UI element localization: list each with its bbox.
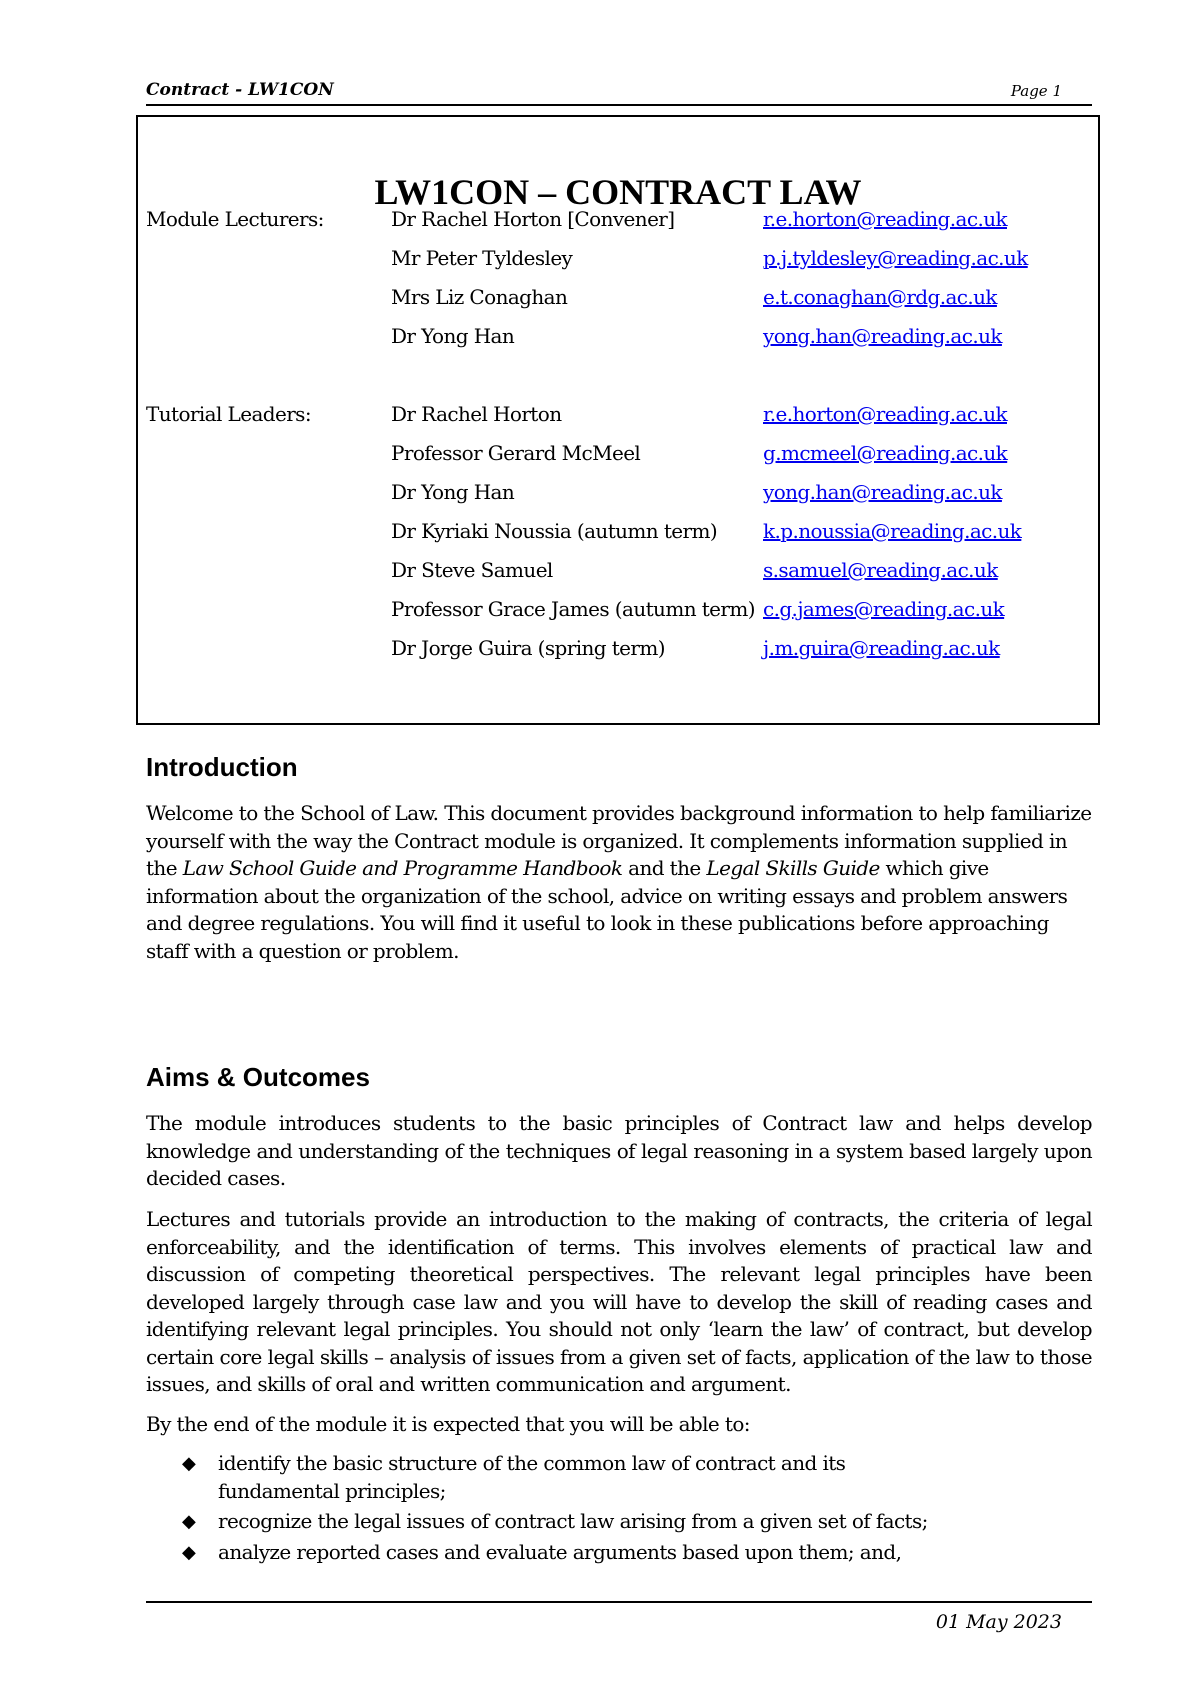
list-item-text: recognize the legal issues of contract law arising from a given set of facts; bbox=[218, 1509, 928, 1533]
aims-paragraph-1: The module introduces students to the basic principles of Contract law and helps develop knowledge and understanding of the techniques of legal reasoning in a system based largely upon decided cases. bbox=[146, 1111, 1092, 1190]
tutor-name: Dr Yong Han bbox=[391, 480, 515, 504]
list-item bbox=[146, 1539, 1092, 1567]
intro-skills-guide-title: Legal Skills Guide bbox=[706, 856, 880, 880]
lecturer-name: Mrs Liz Conaghan bbox=[391, 285, 568, 309]
list-item bbox=[146, 1450, 1092, 1505]
tutor-name: Dr Steve Samuel bbox=[391, 558, 553, 582]
tutor-name: Professor Gerard McMeel bbox=[391, 441, 641, 465]
list-item-text: analyze reported cases and evaluate arguments based upon them; and, bbox=[218, 1539, 902, 1564]
tutor-email-link[interactable]: g.mcmeel@reading.ac.uk bbox=[763, 441, 1008, 465]
outcomes-list bbox=[146, 1450, 1092, 1569]
lecturer-name: Dr Yong Han bbox=[391, 324, 515, 348]
lecturer-email-link[interactable]: yong.han@reading.ac.uk bbox=[763, 324, 1002, 348]
aims-heading: Aims & Outcomes bbox=[146, 1062, 370, 1092]
aims-paragraph-2: Lectures and tutorials provide an introduction to the making of contracts, the criteria of legal enforceability, and the identification of terms. This involves elements of practical law and discussion of competing theoretical perspectives. The relevant legal principles have been developed largely through case law and you will have to develop the skill of reading cases and identifying relevant legal principles. You should not only ‘learn the law’ of contract, but develop certain core legal skills – analysis of issues from a given set of facts, application of the law to those issues, and skills of oral and written communication and argument. bbox=[146, 1207, 1092, 1396]
tutor-email-link[interactable]: s.samuel@reading.ac.uk bbox=[763, 558, 998, 582]
introduction-paragraph bbox=[146, 800, 1092, 965]
footer-date: 01 May 2023 bbox=[935, 1611, 1062, 1633]
header-module-code: Contract - LW1CON bbox=[146, 80, 334, 100]
intro-handbook-title: Law School Guide and Programme Handbook bbox=[182, 856, 623, 880]
diamond-bullet-icon: ◆ bbox=[182, 1511, 196, 1532]
tutor-name: Dr Kyriaki Noussia (autumn term) bbox=[391, 519, 718, 543]
tutor-email-link[interactable]: k.p.noussia@reading.ac.uk bbox=[763, 519, 1022, 543]
aims-paragraph-3: By the end of the module it is expected that you will be able to: bbox=[146, 1412, 750, 1436]
header-page-number: Page 1 bbox=[1010, 82, 1062, 100]
module-lecturers-label: Module Lecturers: bbox=[146, 207, 324, 231]
tutor-name: Dr Rachel Horton bbox=[391, 402, 562, 426]
lecturer-name: Mr Peter Tyldesley bbox=[391, 246, 573, 270]
intro-text: which give information about the organization of the school, advice on writing essays and problem answers and degree regulations. You will find it useful to look in these publications before approaching staff with a question or problem. bbox=[146, 856, 1068, 963]
tutor-email-link[interactable]: r.e.horton@reading.ac.uk bbox=[763, 402, 1007, 426]
tutor-name: Professor Grace James (autumn term) bbox=[391, 597, 755, 621]
page-title: LW1CON – CONTRACT LAW bbox=[374, 172, 862, 212]
intro-text: and the bbox=[622, 856, 707, 880]
diamond-bullet-icon: ◆ bbox=[182, 1541, 196, 1563]
lecturer-name: Dr Rachel Horton [Convener] bbox=[391, 207, 675, 231]
lecturer-email-link[interactable]: p.j.tyldesley@reading.ac.uk bbox=[763, 246, 1028, 270]
list-item-text: identify the basic structure of the common law of contract and its fundamental principles; bbox=[218, 1451, 846, 1503]
page-footer bbox=[146, 1601, 1092, 1633]
lecturer-email-link[interactable]: e.t.conaghan@rdg.ac.uk bbox=[763, 285, 997, 309]
list-item bbox=[146, 1508, 1092, 1536]
tutor-email-link[interactable]: yong.han@reading.ac.uk bbox=[763, 480, 1002, 504]
staff-box bbox=[136, 115, 1100, 725]
introduction-heading: Introduction bbox=[146, 752, 298, 782]
tutorial-leaders-label: Tutorial Leaders: bbox=[146, 402, 311, 426]
lecturer-email-link[interactable]: r.e.horton@reading.ac.uk bbox=[763, 207, 1007, 231]
tutor-email-link[interactable]: c.g.james@reading.ac.uk bbox=[763, 597, 1005, 621]
intro-text: Welcome to the School of Law. This document provides background information to help familiarize yourself with the way the Contract module is organized. It complements information supplied in the bbox=[146, 801, 1092, 880]
page-header bbox=[146, 80, 1092, 106]
tutor-name: Dr Jorge Guira (spring term) bbox=[391, 636, 665, 660]
tutor-email-link[interactable]: j.m.guira@reading.ac.uk bbox=[763, 636, 1000, 660]
diamond-bullet-icon: ◆ bbox=[182, 1453, 196, 1474]
